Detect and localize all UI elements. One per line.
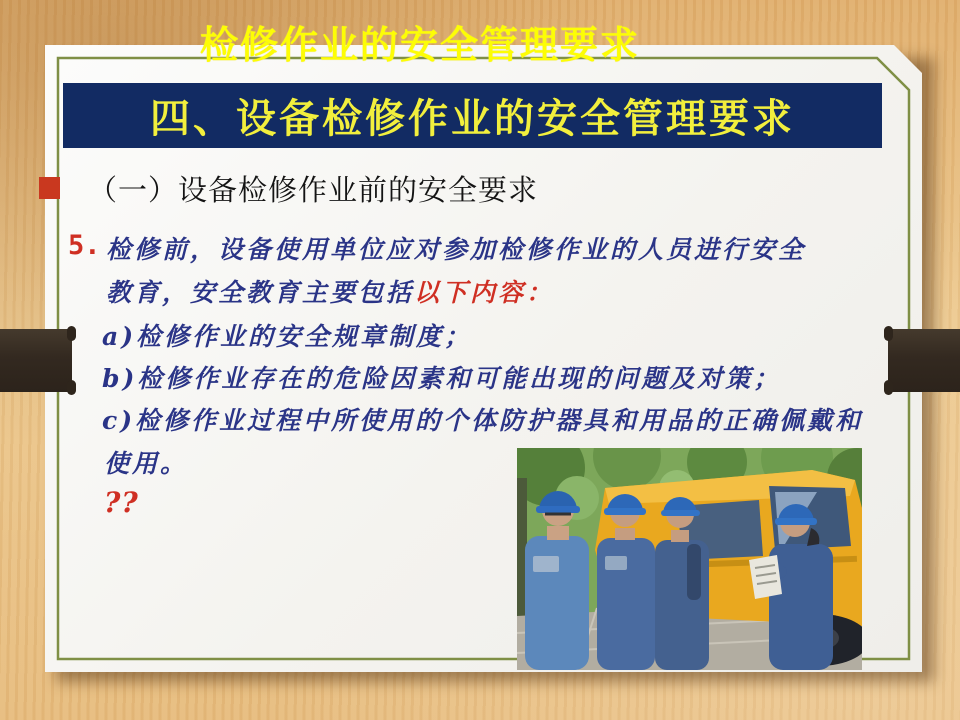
section-heading: （一）设备检修作业前的安全要求 [88, 175, 539, 207]
clamp-knob [884, 380, 893, 395]
list-item-c: c)检修作业过程中所使用的个体防护器具和用品的正确佩戴和 [102, 406, 864, 435]
clamp-knob [67, 326, 76, 341]
body-line-continuation: 使用。 [104, 449, 189, 478]
eyebrow-title: 检修作业的安全管理要求 [199, 25, 640, 67]
banner-title: 四、设备检修作业的安全管理要求 [150, 97, 795, 141]
item-number: 5. [68, 230, 101, 261]
photo-illustration [517, 448, 862, 670]
body-line-2-highlight: 以下内容： [414, 278, 555, 307]
body-line-2-prefix: 教育，安全教育主要包括 [106, 278, 415, 307]
question-marks: ?? [104, 486, 139, 519]
list-item-a: a)检修作业的安全规章制度； [102, 322, 473, 351]
banner [63, 83, 882, 148]
red-square-bullet [39, 177, 60, 199]
clamp-knob [884, 326, 893, 341]
clamp-knob [67, 380, 76, 395]
right-clamp-decoration [888, 329, 960, 392]
safety-briefing-photo [517, 448, 862, 670]
list-item-b: b)检修作业存在的危险因素和可能出现的问题及对策； [102, 364, 782, 393]
left-clamp-decoration [0, 329, 72, 392]
body-line-2 [106, 273, 554, 309]
body-line-1: 检修前，设备使用单位应对参加检修作业的人员进行安全 [106, 235, 807, 264]
